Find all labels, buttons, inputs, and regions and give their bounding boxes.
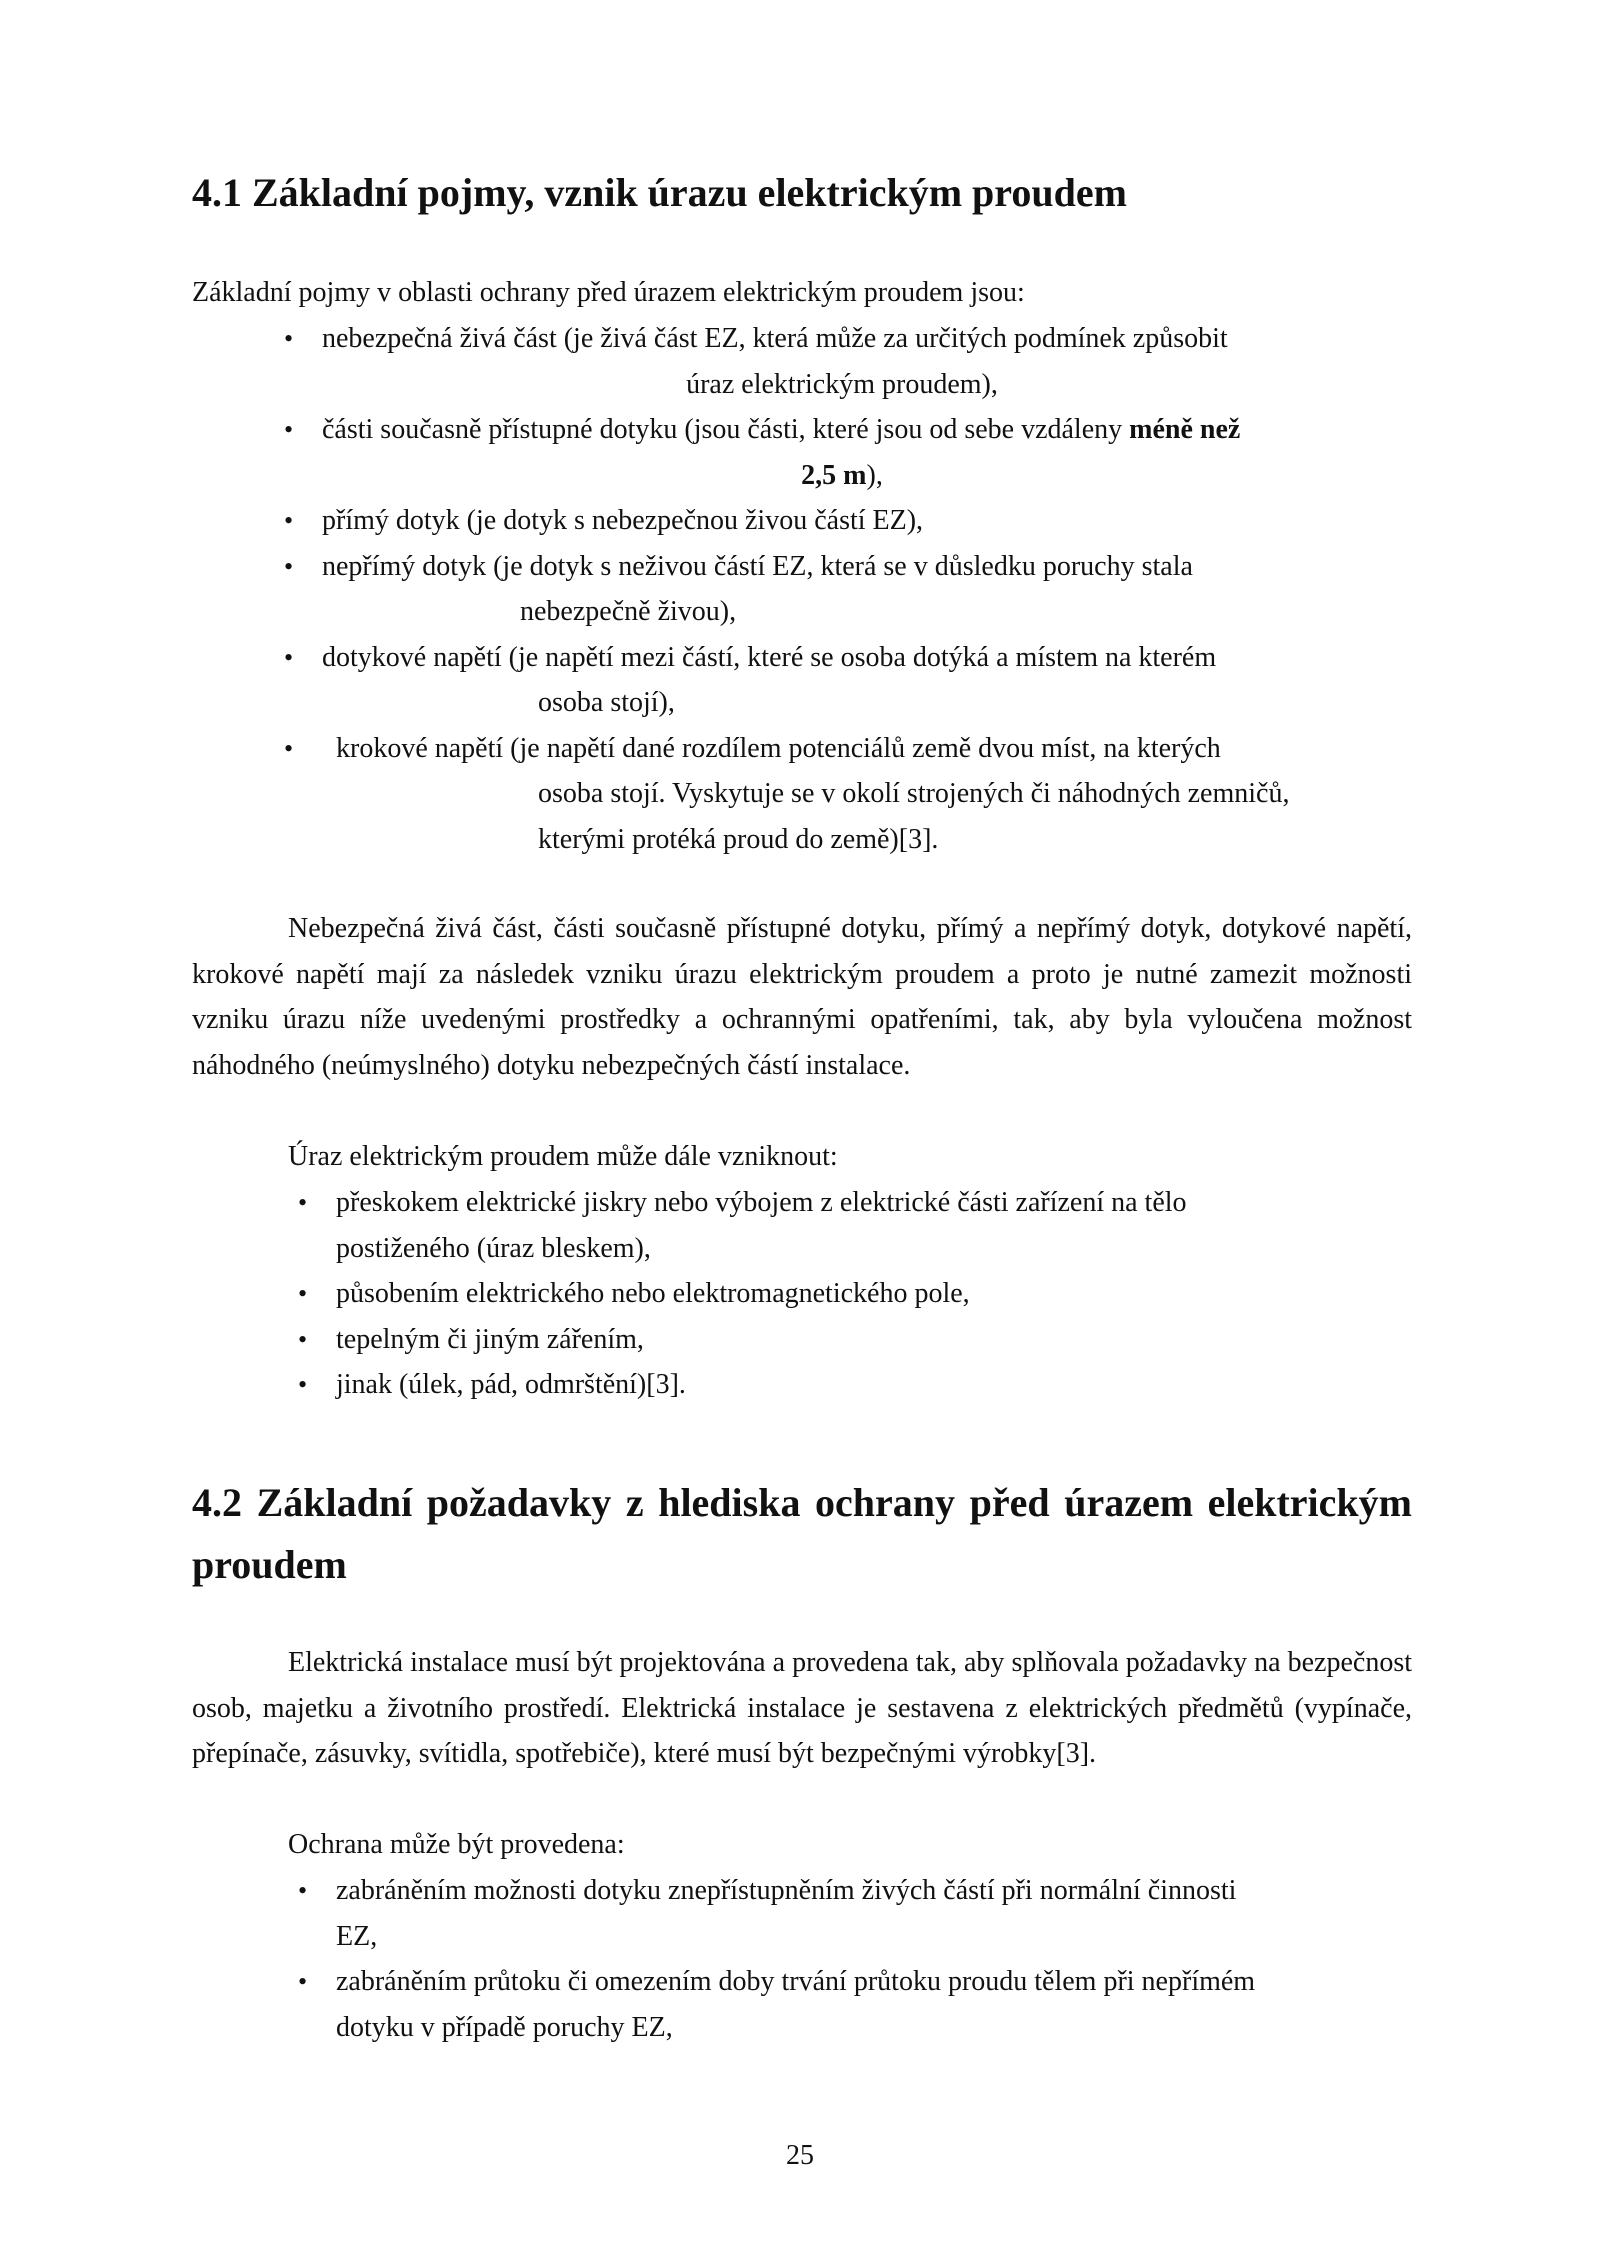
injury-list: [298, 1180, 1396, 1408]
paragraph-installation: Elektrická instalace musí být projektována a provedena tak, aby splňovala požadavky na bezpečnost osob, majetku a životního prostředí. Elektrická instalace je sestavena z elektrických předmětů (vypínače, přepínače, zásuvky, svítidla, spotřebiče), které musí být bezpečnými výrobky[3].: [192, 1647, 1412, 1769]
terms-intro: Základní pojmy v oblasti ochrany před úrazem elektrickým proudem jsou:: [192, 277, 1025, 308]
bullet-icon: •: [284, 506, 294, 535]
list-item: • dotykové napětí (je napětí mezi částí, které se osoba dotýká a místem na kterém osoba stojí),: [322, 635, 1402, 726]
bullet-icon: •: [298, 1188, 308, 1217]
bullet-icon: •: [298, 1876, 308, 1905]
list-item: • přímý dotyk (je dotyk s nebezpečnou živou částí EZ),: [322, 498, 1402, 544]
list-item: • části současně přístupné dotyku (jsou části, které jsou od sebe vzdáleny méně než 2,5 m),: [322, 407, 1402, 498]
list-item: • zabráněním průtoku či omezením doby trvání průtoku proudu tělem při nepřímém dotyku v případě poruchy EZ,: [336, 1959, 1396, 2050]
page-number: 25: [786, 2140, 814, 2171]
bullet-icon: •: [284, 324, 294, 353]
list-item: • přeskokem elektrické jiskry nebo výbojem z elektrické části zařízení na tělo postiženého (úraz bleskem),: [336, 1180, 1396, 1271]
bullet-icon: •: [298, 1370, 308, 1399]
list-item: • jinak (úlek, pád, odmrštění)[3].: [336, 1362, 1396, 1408]
list-item: • zabráněním možnosti dotyku znepřístupněním živých částí při normální činnosti EZ,: [336, 1868, 1396, 1959]
terms-list: [284, 316, 1402, 862]
bullet-icon: •: [284, 415, 294, 444]
section-heading-4-2: 4.2 Základní požadavky z hlediska ochrany před úrazem elektrickým proudem: [192, 1480, 1412, 1587]
list-item: • nepřímý dotyk (je dotyk s neživou částí EZ, která se v důsledku poruchy stala nebezpečně živou),: [322, 544, 1402, 635]
list-item: • nebezpečná živá část (je živá část EZ, která může za určitých podmínek způsobit úraz elektrickým proudem),: [322, 316, 1402, 407]
protection-intro: Ochrana může být provedena:: [288, 1829, 625, 1860]
bullet-icon: •: [284, 551, 294, 581]
bullet-icon: •: [284, 642, 294, 672]
list-item: • působením elektrického nebo elektromagnetického pole,: [336, 1271, 1396, 1317]
bullet-icon: •: [284, 733, 294, 763]
bullet-icon: •: [298, 1279, 308, 1308]
emphasis-text: 2,5 m: [801, 459, 867, 491]
injury-intro: Úraz elektrickým proudem může dále vzniknout:: [288, 1141, 838, 1172]
bullet-icon: •: [298, 1324, 308, 1354]
list-item: • tepelným či jiným zářením,: [336, 1317, 1396, 1363]
section-heading-4-1: 4.1 Základní pojmy, vznik úrazu elektrickým proudem: [192, 170, 1127, 215]
paragraph-consequences: Nebezpečná živá část, části současně přístupné dotyku, přímý a nepřímý dotyk, dotykové napětí, krokové napětí mají za následek vzniku úrazu elektrickým proudem a proto je nutné zamezit možnosti vzniku úrazu níže uvedenými prostředky a ochrannými opatřeními, tak, aby byla vyloučena možnost náhodného (neúmyslného) dotyku nebezpečných částí instalace.: [192, 913, 1412, 1081]
bullet-icon: •: [298, 1967, 308, 1996]
list-item: • krokové napětí (je napětí dané rozdílem potenciálů země dvou míst, na kterých osoba stojí. Vyskytuje se v okolí strojených či náhodných zemničů, kterými protéká proud do země)[3].: [322, 726, 1402, 863]
emphasis-text: méně než: [1129, 414, 1241, 445]
protection-list: [298, 1868, 1396, 2050]
